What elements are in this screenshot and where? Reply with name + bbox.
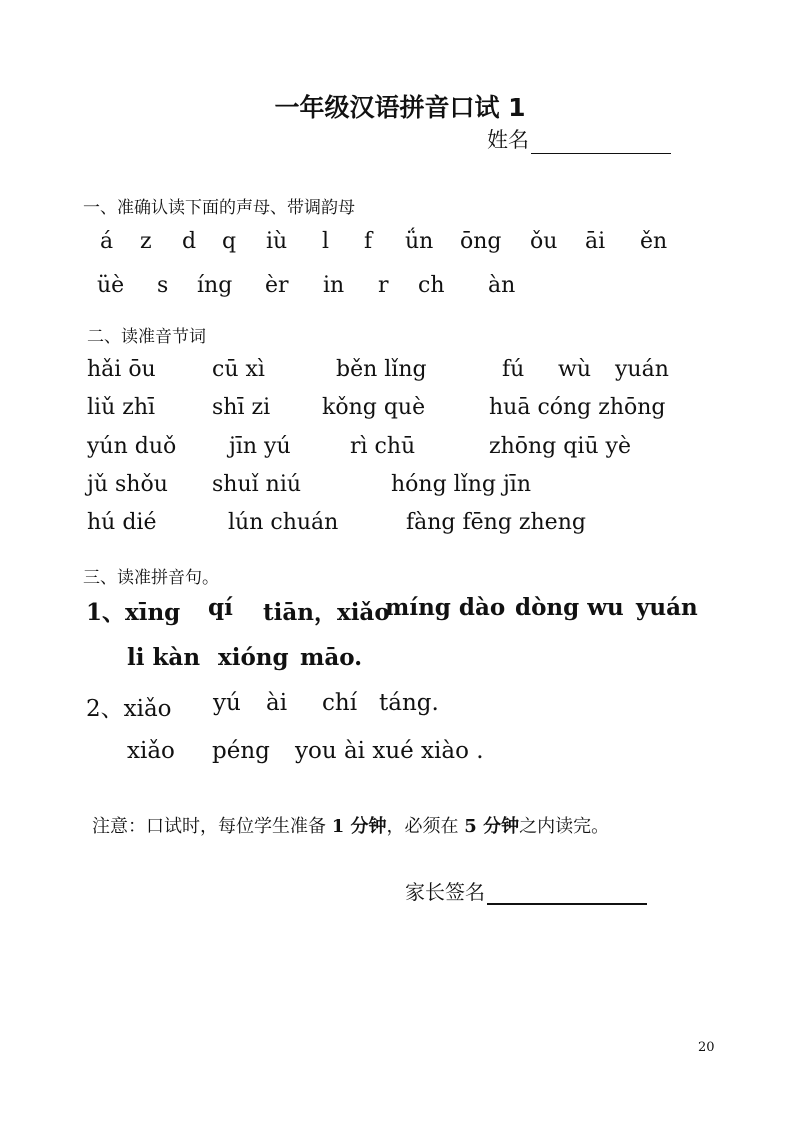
note-text: ，必须在 xyxy=(386,816,465,837)
word-item: shuǐ niú xyxy=(212,472,302,497)
note-number: 1 xyxy=(331,816,345,837)
pinyin-item: èr xyxy=(265,273,289,298)
word-item: lún chuán xyxy=(228,510,339,535)
sentence-word: yuán xyxy=(636,594,698,621)
note-unit: 分钟 xyxy=(344,816,387,837)
parent-signature-field xyxy=(405,876,647,905)
section3-heading: 三、读准拼音句。 xyxy=(83,568,219,588)
sentence-word: chí xyxy=(322,690,358,716)
sentence-word: 1、xīng xyxy=(86,599,181,626)
sentence-word: táng. xyxy=(379,690,439,716)
word-item: fàng fēng zheng xyxy=(406,510,586,535)
note-number: 5 xyxy=(464,816,477,837)
word-item: liǔ zhī xyxy=(87,395,156,420)
sentence-word: qí xyxy=(208,594,233,621)
name-field xyxy=(487,124,671,154)
word-item: hú dié xyxy=(87,510,157,535)
note-text: 注意：口试时，每位学生准备 xyxy=(92,816,332,837)
note-unit: 分钟 xyxy=(476,816,520,837)
pinyin-item: ōng xyxy=(460,229,502,254)
word-item: hóng lǐng jīn xyxy=(391,472,532,497)
word-item: wù xyxy=(558,357,591,382)
sentence-word: yú xyxy=(213,690,241,716)
exam-note xyxy=(92,812,609,838)
pinyin-item: ch xyxy=(418,273,445,298)
word-item: zhōng qiū yè xyxy=(489,434,631,459)
pinyin-item: l xyxy=(322,229,330,254)
pinyin-item: ǒu xyxy=(530,229,558,254)
pinyin-item: s xyxy=(157,273,169,298)
pinyin-item: z xyxy=(140,229,152,254)
section2-row xyxy=(0,395,800,425)
word-item: kǒng què xyxy=(322,395,426,420)
word-item: yuán xyxy=(615,357,669,382)
pinyin-item: iù xyxy=(266,229,288,254)
sentence-word: péng xyxy=(212,738,270,764)
word-item: yún duǒ xyxy=(87,434,177,459)
pinyin-item: ǘn xyxy=(405,229,434,254)
word-item: cū xì xyxy=(212,357,265,382)
sentence-word: li kàn xyxy=(127,644,201,671)
section2-row xyxy=(0,434,800,464)
sentence-word: xiǎo xyxy=(127,738,175,764)
section1-row1 xyxy=(0,229,800,259)
sentence-word: míng dào xyxy=(385,594,506,621)
sentence-word: 2、xiǎo xyxy=(86,696,172,722)
sentence1-line2 xyxy=(0,644,800,678)
note-text: 之内读完。 xyxy=(519,816,610,837)
section1-row2 xyxy=(0,273,800,303)
pinyin-item: r xyxy=(378,273,389,298)
pinyin-item: f xyxy=(364,229,373,254)
word-item: běn lǐng xyxy=(336,357,427,382)
word-item: hǎi ōu xyxy=(87,357,156,382)
sentence1-line1 xyxy=(0,594,800,628)
sentence-word: you ài xué xiào . xyxy=(295,738,484,764)
section2-row xyxy=(0,472,800,502)
pinyin-item: in xyxy=(323,273,345,298)
sentence2-line1 xyxy=(0,690,800,724)
pinyin-item: q xyxy=(222,229,237,254)
pinyin-item: á xyxy=(100,229,114,254)
section1-heading: 一、准确认读下面的声母、带调韵母 xyxy=(83,198,355,218)
pinyin-item: d xyxy=(182,229,197,254)
sentence-word: xióng xyxy=(218,644,289,671)
parent-signature-blank-line[interactable] xyxy=(487,883,647,905)
section2-row xyxy=(0,510,800,540)
page-number: 20 xyxy=(698,1040,715,1055)
parent-signature-label: 家长签名 xyxy=(405,880,485,904)
name-blank-line[interactable] xyxy=(531,133,671,154)
section2-row xyxy=(0,357,800,387)
sentence-word: dòng wu xyxy=(515,594,624,621)
pinyin-item: üè xyxy=(97,273,125,298)
sentence2-line2 xyxy=(0,738,800,772)
word-item: shī zi xyxy=(212,395,271,420)
word-item: rì chū xyxy=(350,434,416,459)
word-item: jǔ shǒu xyxy=(87,472,168,497)
sentence-word: māo. xyxy=(300,644,363,671)
word-item: fú xyxy=(502,357,525,382)
name-label: 姓名 xyxy=(487,128,529,152)
pinyin-item: āi xyxy=(585,229,606,254)
word-item: huā cóng zhōng xyxy=(489,395,666,420)
page-title: 一年级汉语拼音口试 1 xyxy=(274,93,526,122)
pinyin-item: àn xyxy=(488,273,516,298)
sentence-word: tiān，xiǎo xyxy=(263,599,390,626)
word-item: jīn yú xyxy=(229,434,291,459)
sentence-word: ài xyxy=(266,690,288,716)
pinyin-item: ěn xyxy=(640,229,668,254)
section2-heading: 二、读准音节词 xyxy=(87,327,206,347)
pinyin-item: íng xyxy=(197,273,233,298)
